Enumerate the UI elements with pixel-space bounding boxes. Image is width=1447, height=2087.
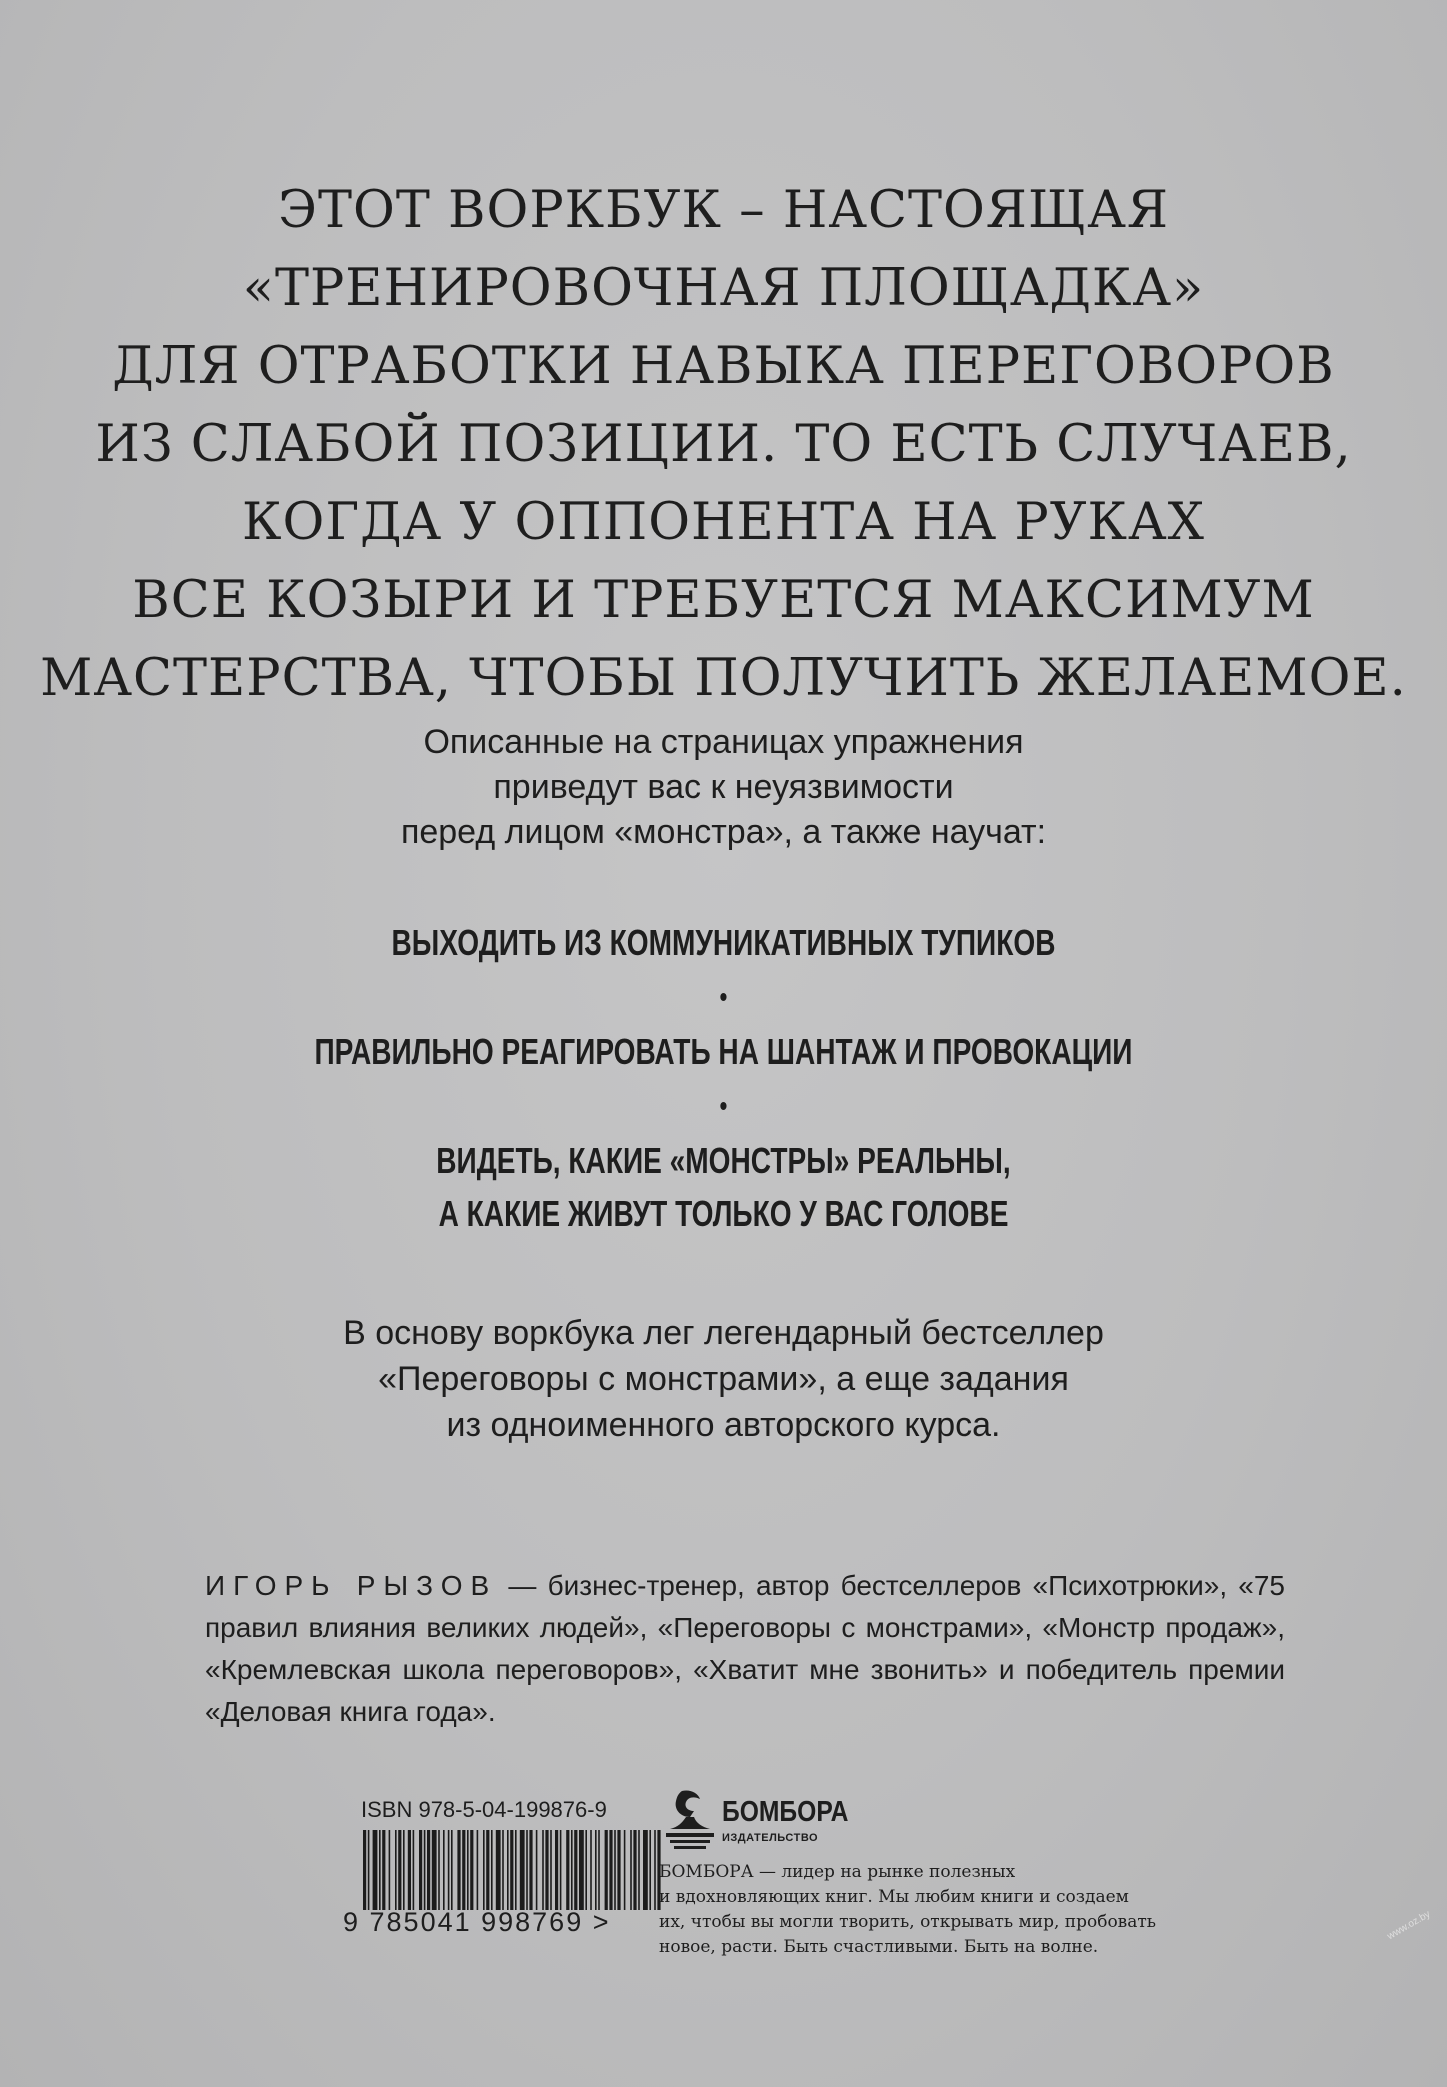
barcode-bar: [398, 1830, 401, 1910]
barcode-bar: [536, 1830, 538, 1910]
barcode-bar: [395, 1830, 397, 1910]
intro-block: [0, 172, 1447, 718]
publisher-description: [659, 1860, 1157, 1960]
barcode-bar: [451, 1830, 453, 1910]
barcode-bar: [502, 1830, 504, 1910]
barcode-bar: [633, 1830, 636, 1910]
intro-line: ВСЕ КОЗЫРИ И ТРЕБУЕТСЯ МАКСИМУМ: [132, 571, 1315, 630]
barcode-bar: [643, 1830, 648, 1910]
barcode-bar: [515, 1830, 517, 1910]
barcode-bar: [526, 1830, 528, 1910]
barcode-bar: [614, 1830, 616, 1910]
barcode-bar: [545, 1830, 548, 1910]
barcode-bar: [413, 1830, 415, 1910]
publisher-description-line: БОМБОРА — лидер на рынке полезных: [659, 1862, 1016, 1882]
barcode-bar: [590, 1830, 592, 1910]
barcode-bar: [379, 1830, 381, 1910]
intro-line: ДЛЯ ОТРАБОТКИ НАВЫКА ПЕРЕГОВОРОВ: [112, 337, 1335, 396]
bullet-separator: •: [719, 981, 728, 1012]
barcode-bar: [571, 1830, 573, 1910]
barcode-bar: [438, 1830, 440, 1910]
lead-paragraph: [0, 720, 1447, 855]
barcode-bar: [477, 1830, 479, 1910]
intro-line: МАСТЕРСТВА, ЧТОБЫ ПОЛУЧИТЬ ЖЕЛАЕМОЕ.: [40, 649, 1407, 708]
author-name: ИГОРЬ РЫЗОВ: [205, 1570, 498, 1601]
barcode-bar: [550, 1830, 552, 1910]
barcode-bar: [617, 1830, 620, 1910]
author-bio: [205, 1565, 1285, 1733]
bullet-separator: •: [719, 1090, 728, 1121]
barcode-bar: [462, 1830, 465, 1910]
barcode-bar: [649, 1830, 651, 1910]
skill-item: ВИДЕТЬ, КАКИЕ «МОНСТРЫ» РЕАЛЬНЫ,: [436, 1140, 1011, 1181]
barcode-bar: [363, 1830, 366, 1910]
barcode-bar: [470, 1830, 473, 1910]
skill-item: ВЫХОДИТЬ ИЗ КОММУНИКАТИВНЫХ ТУПИКОВ: [391, 922, 1056, 963]
barcode-bar: [579, 1830, 584, 1910]
barcode-bar: [574, 1830, 577, 1910]
publisher-subtitle: ИЗДАТЕЛЬСТВО: [722, 1832, 819, 1844]
barcode-bar: [448, 1830, 450, 1910]
publisher-description-line: их, чтобы вы могли творить, открывать мир, пробовать: [659, 1912, 1157, 1932]
barcode-bar: [389, 1830, 391, 1910]
barcode-bar: [510, 1830, 513, 1910]
barcode-bar: [605, 1830, 608, 1910]
barcode-bar: [424, 1830, 426, 1910]
barcode-bar: [486, 1830, 489, 1910]
publisher-name: БОМБОРА: [722, 1796, 849, 1828]
intro-line: ЭТОТ ВОРКБУК – НАСТОЯЩАЯ: [277, 181, 1170, 240]
isbn-label: ISBN 978-5-04-199876-9: [361, 1797, 607, 1822]
basis-paragraph: [0, 1310, 1447, 1448]
publisher-description-line: и вдохновляющих книг. Мы любим книги и создаем: [659, 1887, 1129, 1907]
barcode-bar: [598, 1830, 600, 1910]
barcode-bar: [630, 1830, 632, 1910]
barcode-bar: [496, 1830, 501, 1910]
barcode-bar: [373, 1830, 378, 1910]
barcode-bar: [585, 1830, 587, 1910]
barcode-bar: [467, 1830, 469, 1910]
barcode-bar: [403, 1830, 405, 1910]
barcode-bar: [427, 1830, 430, 1910]
site-watermark: www.oz.by: [1385, 1908, 1433, 1943]
barcode-bar: [529, 1830, 532, 1910]
barcode-bar: [432, 1830, 437, 1910]
barcode-bar: [609, 1830, 612, 1910]
barcode-bar: [595, 1830, 597, 1910]
barcode-bar: [483, 1830, 485, 1910]
intro-line: ИЗ СЛАБОЙ ПОЗИЦИИ. ТО ЕСТЬ СЛУЧАЕВ,: [95, 415, 1352, 474]
barcode-bar: [443, 1830, 445, 1910]
intro-line: «ТРЕНИРОВОЧНАЯ ПЛОЩАДКА»: [242, 259, 1205, 318]
barcode-bar: [368, 1830, 370, 1910]
barcode-bar: [491, 1830, 493, 1910]
barcode-bar: [638, 1830, 640, 1910]
basis-line: «Переговоры с монстрами», а еще задания: [378, 1360, 1069, 1398]
barcode-bar: [507, 1830, 509, 1910]
barcode-bar: [654, 1830, 656, 1910]
basis-line: В основу воркбука лег легендарный бестселлер: [343, 1314, 1104, 1352]
barcode-bar: [624, 1830, 626, 1910]
lead-line: перед лицом «монстра», а также научат:: [400, 813, 1047, 851]
bombora-wave-logo-icon: [660, 1787, 720, 1853]
barcode-bar: [560, 1830, 562, 1910]
barcode-bar: [555, 1830, 558, 1910]
author-description: — бизнес-тренер, автор бестселлеров «Психотрюки», «75 правил влияния великих людей», «Переговоры с монстрами», «Монстр продаж», «Кремлевская школа переговоров», «Хватит мне звонить» и победитель премии «Деловая книга года».: [205, 1570, 1285, 1727]
basis-line: из одноименного авторского курса.: [446, 1406, 1001, 1444]
skill-item: А КАКИЕ ЖИВУТ ТОЛЬКО У ВАС ГОЛОВЕ: [438, 1193, 1009, 1234]
publisher-description-line: новое, расти. Быть счастливыми. Быть на волне.: [659, 1937, 1099, 1957]
skill-item: ПРАВИЛЬНО РЕАГИРОВАТЬ НА ШАНТАЖ И ПРОВОКАЦИИ: [314, 1031, 1133, 1072]
barcode-number: 9 785041 998769 >: [343, 1907, 611, 1937]
barcode-bar: [520, 1830, 525, 1910]
skills-list: [159, 916, 1288, 1240]
barcode-bar: [408, 1830, 411, 1910]
barcode-bar: [542, 1830, 544, 1910]
lead-line: приведут вас к неуязвимости: [493, 768, 954, 806]
lead-line: Описанные на страницах упражнения: [423, 723, 1024, 761]
barcode-bar: [457, 1830, 460, 1910]
intro-line: КОГДА У ОППОНЕНТА НА РУКАХ: [242, 493, 1205, 552]
barcode-bar: [382, 1830, 385, 1910]
barcode-bar: [419, 1830, 422, 1910]
barcode-bar: [566, 1830, 569, 1910]
